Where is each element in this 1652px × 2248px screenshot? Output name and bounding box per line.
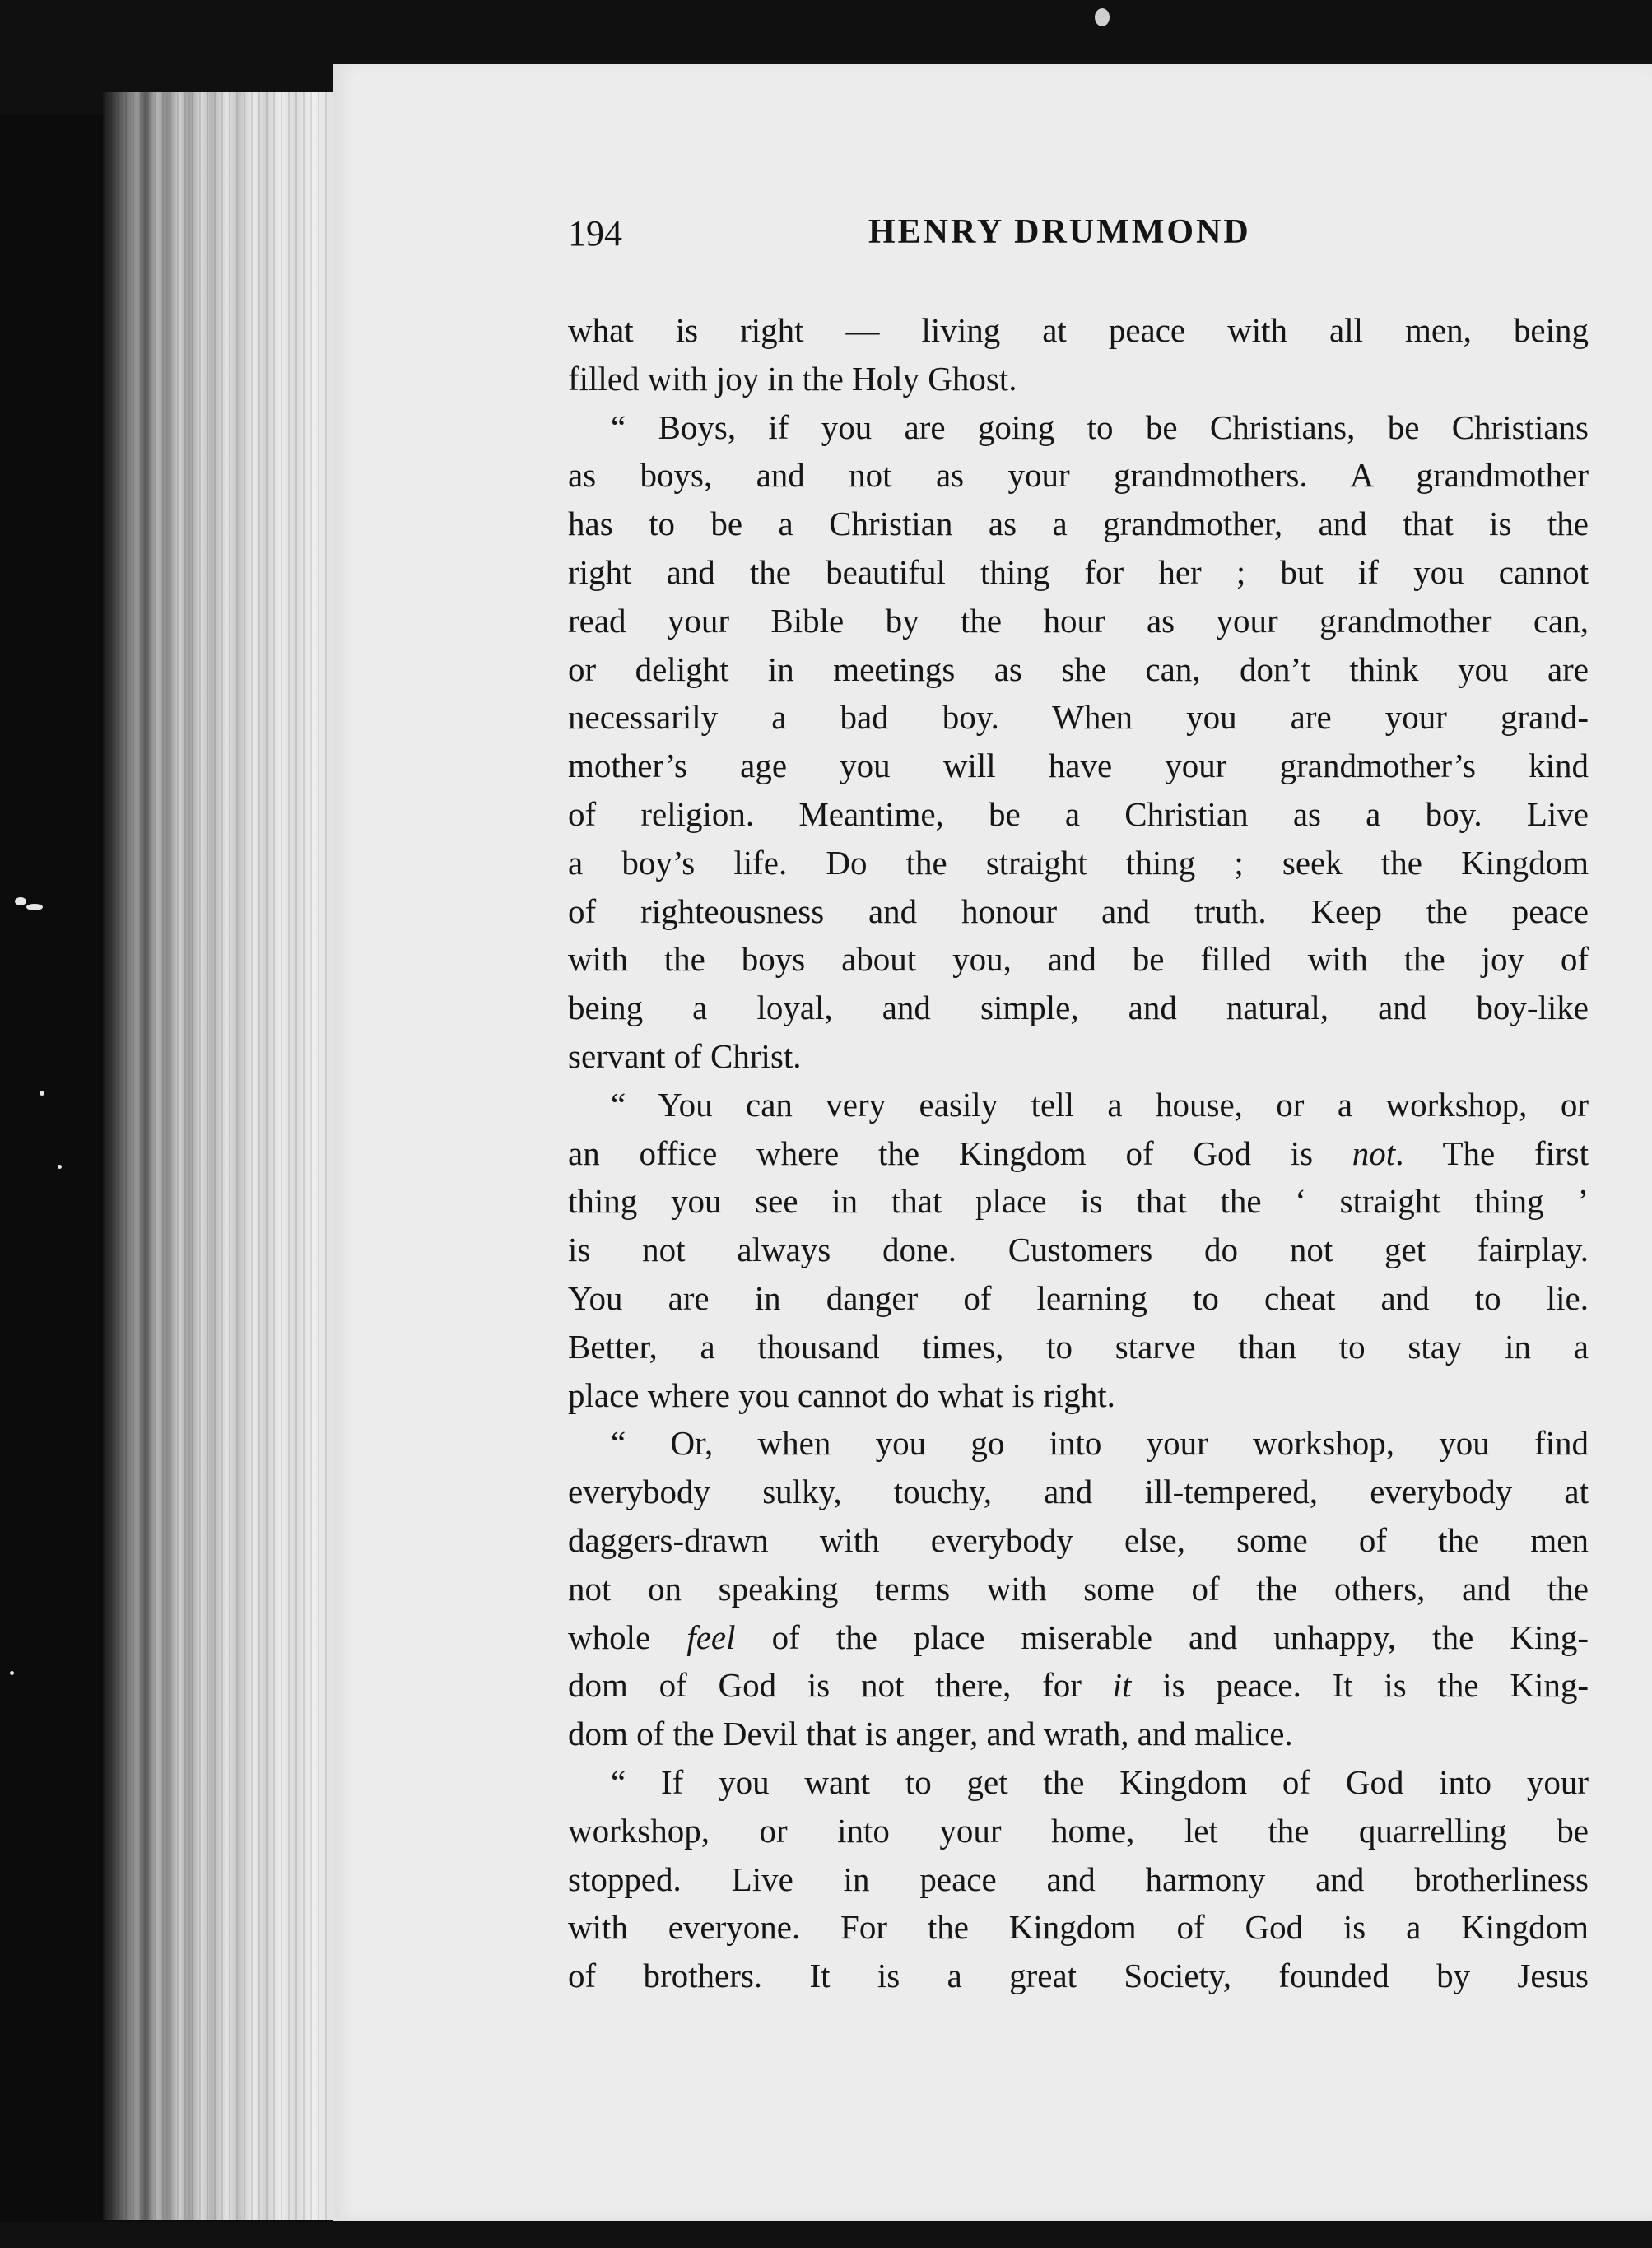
text-line: a boy’s life. Do the straight thing ; seek the Kingdom	[568, 843, 1589, 882]
text-line: of religion. Meantime, be a Christian as a boy. Live	[568, 794, 1589, 833]
text-line: “ Or, when you go into your workshop, you find	[611, 1424, 1589, 1463]
text-line: place where you cannot do what is right.	[568, 1375, 1115, 1414]
paragraph	[568, 1081, 1589, 1420]
emphasis: feel	[686, 1617, 736, 1656]
text-line: “ You can very easily tell a house, or a workshop, or	[611, 1085, 1589, 1124]
paragraph	[568, 403, 1589, 1081]
emphasis: it	[1112, 1666, 1132, 1705]
text-line: “ If you want to get the Kingdom of God into your	[611, 1762, 1589, 1801]
text-line: of righteousness and honour and truth. Keep the peace	[568, 891, 1589, 930]
text-line: Better, a thousand times, to starve than to stay in a	[568, 1327, 1589, 1366]
text-line: with everyone. For the Kingdom of God is a Kingdom	[568, 1908, 1589, 1947]
paragraph	[568, 1419, 1589, 1758]
text-line: workshop, or into your home, let the quarrelling be	[568, 1811, 1589, 1850]
text-line: or delight in meetings as she can, don’t think you are	[568, 649, 1589, 688]
text-line: You are in danger of learning to cheat and to lie.	[568, 1278, 1589, 1317]
text-line: being a loyal, and simple, and natural, and boy-like	[568, 989, 1589, 1027]
emphasis: not	[1352, 1133, 1396, 1172]
text-line: daggers-drawn with everybody else, some of the men	[568, 1520, 1589, 1559]
text-line: dom of the Devil that is anger, and wrath, and malice.	[568, 1715, 1293, 1753]
scan-speck	[1095, 8, 1110, 26]
text-line: right and the beautiful thing for her ; but if you cannot	[568, 552, 1589, 591]
scan-speck	[15, 897, 26, 905]
text-line: everybody sulky, touchy, and ill-tempered, everybody at	[568, 1473, 1589, 1511]
text-line: whole feel of the place miserable and unhappy, the King-	[568, 1617, 1589, 1656]
page-header	[568, 212, 1589, 262]
text-line: necessarily a bad boy. When you are your grand-	[568, 698, 1589, 737]
page-number: 194	[568, 213, 622, 254]
text-line: as boys, and not as your grandmothers. A grandmother	[568, 456, 1589, 495]
text-line: thing you see in that place is that the ‘ straight thing ’	[568, 1182, 1589, 1221]
paragraph	[568, 306, 1589, 403]
text-line: “ Boys, if you are going to be Christians, be Christians	[611, 407, 1589, 446]
text-line: mother’s age you will have your grandmother’s kind	[568, 747, 1589, 785]
text-line: of brothers. It is a great Society, founded by Jesus	[568, 1957, 1589, 1995]
paragraph	[568, 1758, 1589, 2000]
text-line: filled with joy in the Holy Ghost.	[568, 359, 1017, 398]
text-line: has to be a Christian as a grandmother, and that is the	[568, 505, 1589, 543]
text-line: not on speaking terms with some of the others, and the	[568, 1569, 1589, 1608]
running-head: HENRY DRUMMOND	[868, 213, 1251, 251]
text-line: an office where the Kingdom of God is not. The first	[568, 1133, 1589, 1172]
text-line: is not always done. Customers do not get fairplay.	[568, 1231, 1589, 1269]
body-text	[568, 306, 1589, 2000]
text-line: stopped. Live in peace and harmony and brotherliness	[568, 1859, 1589, 1898]
text-line: dom of God is not there, for it is peace. It is the King-	[568, 1666, 1589, 1705]
text-line: with the boys about you, and be filled with the joy of	[568, 940, 1589, 979]
text-line: what is right — living at peace with all men, being	[568, 311, 1589, 349]
text-line: read your Bible by the hour as your grandmother can,	[568, 601, 1589, 640]
scan-bottom-edge	[0, 2222, 1652, 2248]
scan-speck	[58, 1165, 62, 1169]
scan-speck	[26, 904, 43, 910]
scan-speck	[40, 1091, 44, 1096]
scan-speck	[10, 1671, 14, 1675]
text-line: servant of Christ.	[568, 1036, 802, 1075]
page-edges-stack	[103, 92, 350, 2220]
